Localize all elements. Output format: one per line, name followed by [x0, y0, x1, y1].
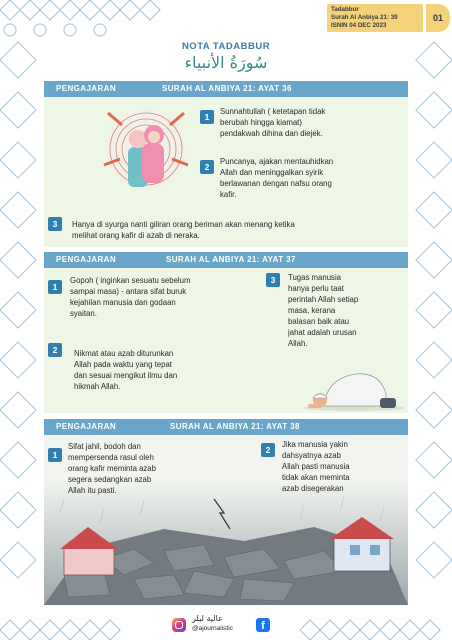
text-line: hanya perlu taat	[288, 284, 344, 293]
text-line: kejahilan manusia dan godaan	[70, 298, 176, 307]
section-surah: SURAH AL ANBIYA 21: AYAT 37	[166, 255, 296, 264]
pattern-left-side	[0, 40, 38, 600]
point-3-number: 3	[48, 217, 62, 231]
footer-arabic-handle: عالية ليلر	[192, 614, 223, 623]
text-line: perintah Allah setiap	[288, 295, 359, 304]
section-header-bar	[44, 419, 408, 435]
section-label: PENGAJARAN	[56, 84, 117, 93]
text-line: Hanya di syurga nanti giliran orang beriman akan menang ketika	[72, 220, 295, 229]
text-line: berubah hingga kiamat)	[220, 118, 302, 127]
text-line: Nikmat atau azab diturunkan	[74, 349, 174, 358]
text-line: pendakwah dihina dan diejek.	[220, 129, 323, 138]
footer-handle[interactable]: @ajournalistic	[192, 625, 233, 632]
text-line: kafir.	[220, 190, 237, 199]
text-line: Allah.	[288, 339, 308, 348]
text-line: azab disegerakan	[282, 484, 344, 493]
text-line: syaitan.	[70, 309, 97, 318]
text-line: Sunnahtullah ( ketetapan tidak	[220, 107, 326, 116]
text-line: Jika manusia yakin	[282, 440, 348, 449]
section-label: PENGAJARAN	[56, 422, 117, 431]
text-line: Tugas manusia	[288, 273, 342, 282]
point-2-text	[282, 439, 350, 494]
point-2-text	[74, 348, 177, 392]
section-header-bar	[44, 81, 408, 97]
illustration-sujud	[294, 356, 406, 412]
header-line-1: Tadabbur	[331, 6, 359, 13]
text-line: melihat orang kafir di azab di neraka.	[72, 231, 200, 240]
section-ayat-36	[44, 81, 408, 247]
section-header-bar	[44, 252, 408, 268]
point-2-number: 2	[200, 160, 214, 174]
text-line: balasan baik atau	[288, 317, 350, 326]
pattern-bottom	[0, 600, 452, 640]
text-line: jahat adalah urusan	[288, 328, 357, 337]
text-line: Allah dan meninggalkan syirik	[220, 168, 324, 177]
point-1-text	[220, 106, 325, 139]
section-surah: SURAH AL ANBIYA 21: AYAT 38	[170, 422, 300, 431]
text-line: masa, kerana	[288, 306, 336, 315]
text-line: dahsyatnya azab	[282, 451, 341, 460]
text-line: mempersenda rasul oleh	[68, 453, 154, 462]
header-info-box	[327, 4, 423, 32]
facebook-icon[interactable]: f	[256, 618, 270, 632]
point-3-text	[288, 272, 358, 349]
point-1-text	[70, 275, 191, 319]
text-line: Allah pasti manusia	[282, 462, 350, 471]
text-line: Puncanya, ajakan mentauhidkan	[220, 157, 334, 166]
text-line: sampai masa) - antara sifat buruk	[70, 287, 187, 296]
point-2-number: 2	[261, 443, 275, 457]
header-line-2: Surah Al Anbiya 21: 39	[331, 14, 398, 21]
text-line: Allah itu pasti.	[68, 486, 117, 495]
instagram-icon[interactable]	[172, 618, 186, 632]
text-line: Allah pada waktu yang tepat	[74, 360, 172, 369]
section-ayat-38	[44, 419, 408, 605]
section-label: PENGAJARAN	[56, 255, 117, 264]
text-line: berlawanan dengan nafsu orang	[220, 179, 332, 188]
page-number: 01	[426, 4, 450, 32]
pattern-right-side	[414, 40, 452, 600]
section-surah: SURAH AL ANBIYA 21: AYAT 36	[162, 84, 292, 93]
point-1-text	[68, 441, 156, 496]
text-line: Gopoh ( inginkan sesuatu sebelum	[70, 276, 191, 285]
illustration-disaster	[44, 479, 408, 605]
point-3-text	[72, 219, 295, 241]
illustration-hug	[98, 103, 194, 195]
text-line: segera sedangkan azab	[68, 475, 152, 484]
text-line: dan sesuai mengikut ilmu dan	[74, 371, 178, 380]
text-line: Sifat jahil, bodoh dan	[68, 442, 141, 451]
point-1-number: 1	[48, 448, 62, 462]
section-ayat-37	[44, 252, 408, 413]
page-title: NOTA TADABBUR	[181, 41, 271, 52]
point-2-text	[220, 156, 333, 200]
pattern-top-left	[0, 0, 170, 40]
point-1-number: 1	[200, 110, 214, 124]
text-line: hikmah Allah.	[74, 382, 121, 391]
header-line-3: ISNIN 04 DEC 2023	[331, 22, 387, 29]
point-2-number: 2	[48, 343, 62, 357]
text-line: tidak akan meminta	[282, 473, 350, 482]
point-1-number: 1	[48, 280, 62, 294]
arabic-title: سُورَةُ الأنبياء	[184, 53, 268, 72]
text-line: orang kafir meminta azab	[68, 464, 156, 473]
point-3-number: 3	[266, 273, 280, 287]
